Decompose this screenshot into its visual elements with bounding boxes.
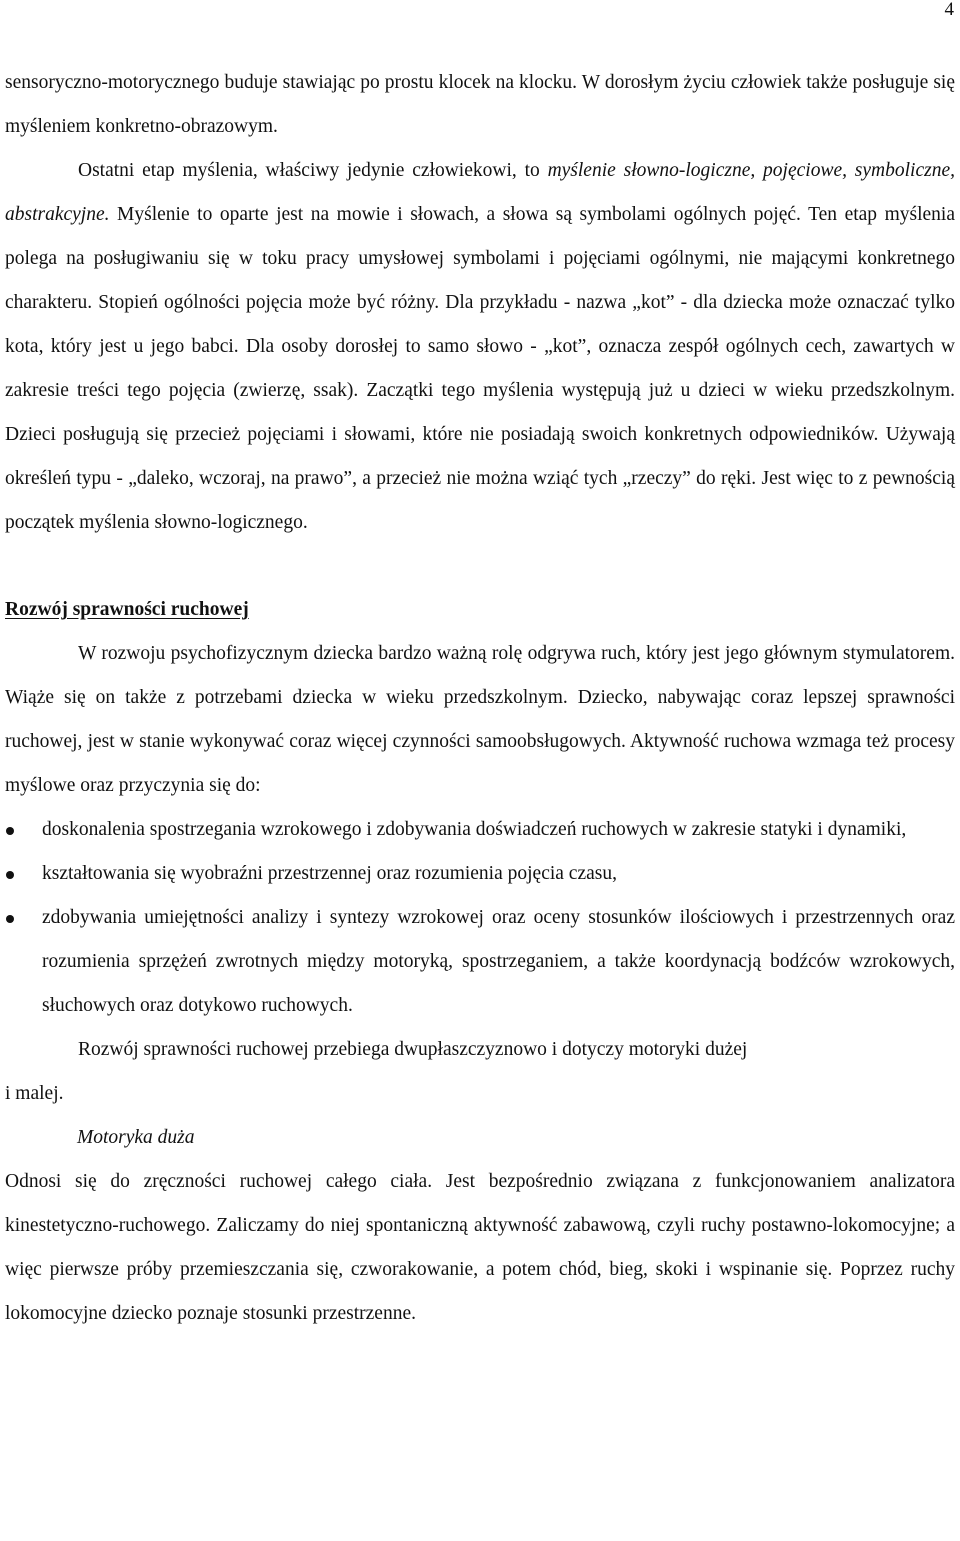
bullet-item [5,852,955,896]
paragraph-two-planes [5,1028,955,1116]
paragraph-motor-development: W rozwoju psychofizycznym dziecka bardzo ważną rolę odgrywa ruch, który jest jego głównym stymulatorem. Wiąże się on także z potrzebami dziecka w wieku przedszkolnym. Dziecko, nabywając coraz lepszej sprawności ruchowej, jest w stanie wykonywać coraz więcej czynności samoobsługowych. Aktywność ruchowa wzmaga też procesy myślowe oraz przyczynia się do: [5,643,955,796]
paragraph-lead: Ostatni etap myślenia, właściwy jedynie człowiekowi, to [78,160,548,181]
paragraph-verbal-logical-thinking [5,149,955,545]
bullet-text: doskonalenia spostrzegania wzrokowego i zdobywania doświadczeń ruchowych w zakresie statyki i dynamiki, [42,819,907,840]
emphasis-term: myślenie słowno-logiczne, pojęciowe, symboliczne, abstrakcyjne. [5,160,955,225]
paragraph-intro: sensoryczno-motorycznego buduje stawiając po prostu klocek na klocku. W dorosłym życiu człowiek także posługuje się myśleniem konkretno-obrazowym. [5,72,955,137]
bullet-text: zdobywania umiejętności analizy i syntezy wzrokowej oraz oceny stosunków ilościowych i przestrzennych oraz rozumienia sprzężeń zwrotnych między motoryką, spostrzeganiem, a także koordynacją bodźców wzrokowych, słuchowych oraz dotykowo ruchowych. [42,907,955,1016]
bullet-text: kształtowania się wyobraźni przestrzennej oraz rozumienia pojęcia czasu, [42,863,617,884]
paragraph-line-1: Rozwój sprawności ruchowej przebiega dwupłaszczyznowo i dotyczy motoryki dużej [78,1039,748,1060]
bullet-item [5,808,955,852]
bullet-icon [6,827,14,835]
bullet-icon [6,871,14,879]
section-gap [5,545,955,588]
document-body [5,61,955,1336]
paragraph-line-2: i malej. [5,1083,64,1104]
bullet-list [5,808,955,1028]
bullet-item [5,896,955,1028]
page-number: 4 [944,0,954,20]
paragraph-rest: Myślenie to oparte jest na mowie i słowach, a słowa są symbolami ogólnych pojęć. Ten etap myślenia polega na posługiwaniu się w toku pracy umysłowej symbolami i pojęciami ogólnymi, nie mającymi konkretnego charakteru. Stopień ogólności pojęcia może być różny. Dla przykładu - nazwa „kot” - dla dziecka może oznaczać tylko kota, który jest u jego babci. Dla osoby dorosłej to samo słowo - „kot”, oznacza zespół ogólnych cech, zawartych w zakresie treści tego pojęcia (zwierzę, ssak). Zaczątki tego myślenia występują już u dzieci w wieku przedszkolnym. Dzieci posługują się przecież pojęciami i słowami, które nie posiadają swoich konkretnych odpowiedników. Używają określeń typu - „daleko, wczoraj, na prawo”, a przecież nie można wziąć tych „rzeczy” do ręki. Jest więc to z pewnością początek myślenia słowno-logicznego. [5,204,955,533]
section-heading: Rozwój sprawności ruchowej [5,599,249,620]
subheading: Motoryka duża [77,1127,195,1148]
bullet-icon [6,915,14,923]
paragraph-gross-motor: Odnosi się do zręczności ruchowej całego ciała. Jest bezpośrednio związana z funkcjonowaniem analizatora kinestetyczno-ruchowego. Zaliczamy do niej spontaniczną aktywność zabawową, czyli ruchy postawno-lokomocyjne; a więc pierwsze próby przemieszczania się, czworakowanie, a potem chód, bieg, skoki i wspinanie się. Poprzez ruchy lokomocyjne dziecko poznaje stosunki przestrzenne. [5,1171,955,1324]
